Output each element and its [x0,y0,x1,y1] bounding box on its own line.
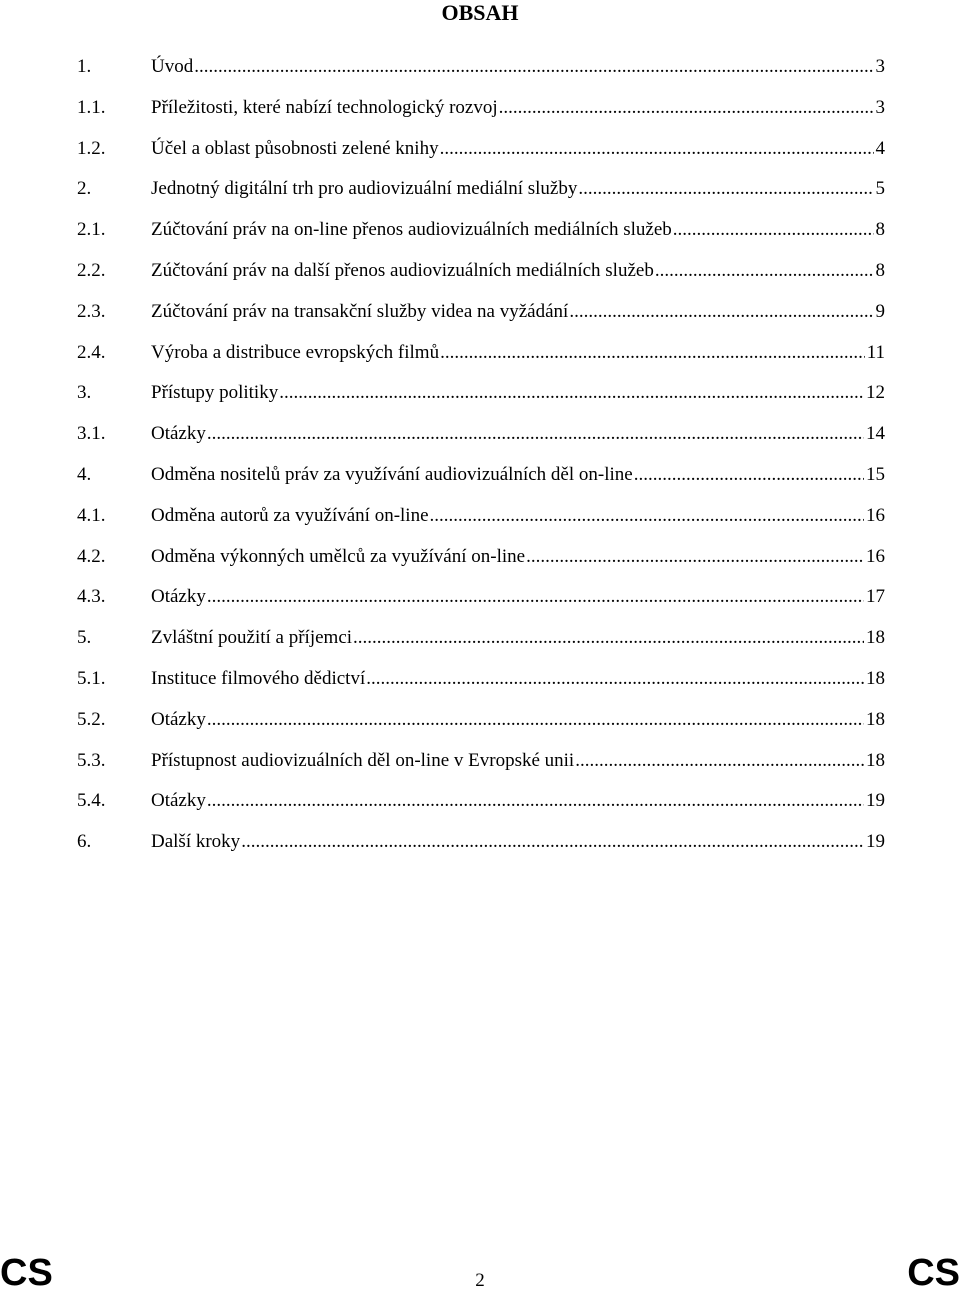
toc-entry[interactable] [77,210,885,251]
table-of-contents [77,47,885,863]
toc-entry-title[interactable]: Jednotný digitální trh pro audiovizuální mediální služby [151,178,578,200]
toc-entry-page[interactable]: 8 [875,259,885,281]
toc-entry-page[interactable]: 18 [866,749,885,771]
toc-entry-number: 1.1. [77,96,106,118]
toc-entry-title[interactable]: Zvláštní použití a příjemci [151,627,353,649]
toc-dot-leader [279,373,864,414]
toc-entry-page[interactable]: 15 [866,463,885,485]
toc-entry-title[interactable]: Účel a oblast působnosti zelené knihy [151,137,439,159]
toc-entry-page[interactable]: 19 [866,790,885,812]
toc-entry-title[interactable]: Přístupy politiky [151,382,279,404]
toc-entry[interactable] [77,414,885,455]
toc-entry-page[interactable]: 16 [866,504,885,526]
toc-entry-title[interactable]: Výroba a distribuce evropských filmů [151,341,440,363]
toc-entry-page[interactable]: 18 [866,708,885,730]
toc-entry-title[interactable]: Zúčtování práv na další přenos audiovizuálních mediálních služeb [151,259,654,281]
toc-entry-title[interactable]: Zúčtování práv na transakční služby videa na vyžádání [151,300,569,322]
toc-dot-leader [578,169,873,210]
toc-entry[interactable] [77,129,885,170]
toc-entry-title[interactable]: Otázky [151,708,206,730]
toc-entry-number: 1.2. [77,137,106,159]
toc-entry-title[interactable]: Další kroky [151,831,241,853]
toc-entry-number: 5.1. [77,667,106,689]
toc-entry-title[interactable]: Odměna nositelů práv za využívání audiovizuálních děl on-line [151,463,633,485]
toc-entry-number: 3. [77,382,92,404]
toc-dot-leader [207,414,864,455]
toc-dot-leader [440,129,874,170]
toc-entry-title[interactable]: Zúčtování práv na on-line přenos audiovizuálních mediálních služeb [151,219,672,241]
toc-entry-page[interactable]: 18 [866,667,885,689]
toc-entry-page[interactable]: 17 [866,586,885,608]
toc-entry-number: 1. [77,56,92,77]
page-title: OBSAH [441,0,519,25]
toc-entry[interactable] [77,618,885,659]
toc-dot-leader [430,496,864,537]
toc-entry-number: 5.2. [77,708,106,730]
toc-dot-leader [207,781,864,822]
toc-entry[interactable] [77,496,885,537]
toc-entry[interactable] [77,88,885,129]
toc-entry[interactable] [77,659,885,700]
toc-entry-page[interactable]: 8 [875,219,885,241]
toc-entry-page[interactable]: 3 [875,96,885,118]
toc-entry-title[interactable]: Odměna autorů za využívání on-line [151,504,429,526]
toc-entry-number: 2.1. [77,219,106,241]
toc-entry-title[interactable]: Otázky [151,586,206,608]
toc-entry-page[interactable]: 18 [866,627,885,649]
toc-entry[interactable] [77,700,885,741]
toc-dot-leader [673,210,874,251]
toc-entry-title[interactable]: Otázky [151,423,206,445]
toc-dot-leader [569,292,873,333]
toc-entry[interactable] [77,251,885,292]
toc-dot-leader [440,333,865,374]
toc-entry[interactable] [77,47,885,88]
toc-entry-number: 5. [77,627,92,649]
toc-entry[interactable] [77,781,885,822]
toc-dot-leader [353,618,864,659]
toc-entry-page[interactable]: 12 [866,382,885,404]
toc-entry[interactable] [77,455,885,496]
toc-dot-leader [207,577,864,618]
toc-entry[interactable] [77,333,885,374]
toc-dot-leader [655,251,874,292]
toc-entry[interactable] [77,741,885,782]
toc-entry-number: 4. [77,463,92,485]
toc-dot-leader [207,700,864,741]
toc-dot-leader [499,88,874,129]
toc-dot-leader [194,47,873,88]
toc-entry-number: 5.4. [77,790,106,812]
toc-entry-page[interactable]: 19 [866,831,885,853]
toc-entry[interactable] [77,373,885,414]
toc-entry-title[interactable]: Přístupnost audiovizuálních děl on-line v Evropské unii [151,749,575,771]
page-number: 2 [475,1270,485,1291]
toc-entry-number: 4.1. [77,504,106,526]
toc-entry-number: 3.1. [77,423,106,445]
toc-entry[interactable] [77,537,885,578]
toc-dot-leader [241,822,864,863]
toc-entry[interactable] [77,577,885,618]
toc-entry-title[interactable]: Otázky [151,790,206,812]
toc-entry[interactable] [77,169,885,210]
footer-language-left: CS [0,1252,53,1294]
toc-entry-number: 2.3. [77,300,106,322]
toc-dot-leader [526,537,864,578]
toc-entry-page[interactable]: 5 [875,178,885,200]
toc-entry-number: 2.2. [77,259,106,281]
toc-entry-number: 5.3. [77,749,106,771]
toc-entry-number: 2. [77,178,92,200]
toc-dot-leader [366,659,864,700]
toc-dot-leader [634,455,864,496]
toc-entry-title[interactable]: Odměna výkonných umělců za využívání on-line [151,545,526,567]
toc-entry-number: 4.3. [77,586,106,608]
footer-language-right: CS [907,1252,960,1294]
toc-entry-page[interactable]: 3 [875,56,885,77]
toc-entry-page[interactable]: 11 [866,341,885,363]
toc-entry-number: 4.2. [77,545,106,567]
toc-entry-page[interactable]: 14 [866,423,885,445]
toc-entry-page[interactable]: 16 [866,545,885,567]
toc-entry[interactable] [77,292,885,333]
toc-entry-page[interactable]: 4 [875,137,885,159]
toc-entry-title[interactable]: Příležitosti, které nabízí technologický rozvoj [151,96,498,118]
toc-dot-leader [575,741,864,782]
toc-entry-number: 6. [77,831,92,853]
toc-entry-page[interactable]: 9 [875,300,885,322]
toc-entry-title[interactable]: Instituce filmového dědictví [151,667,366,689]
toc-entry-title[interactable]: Úvod [151,56,194,77]
toc-entry-number: 2.4. [77,341,106,363]
toc-entry[interactable] [77,822,885,863]
